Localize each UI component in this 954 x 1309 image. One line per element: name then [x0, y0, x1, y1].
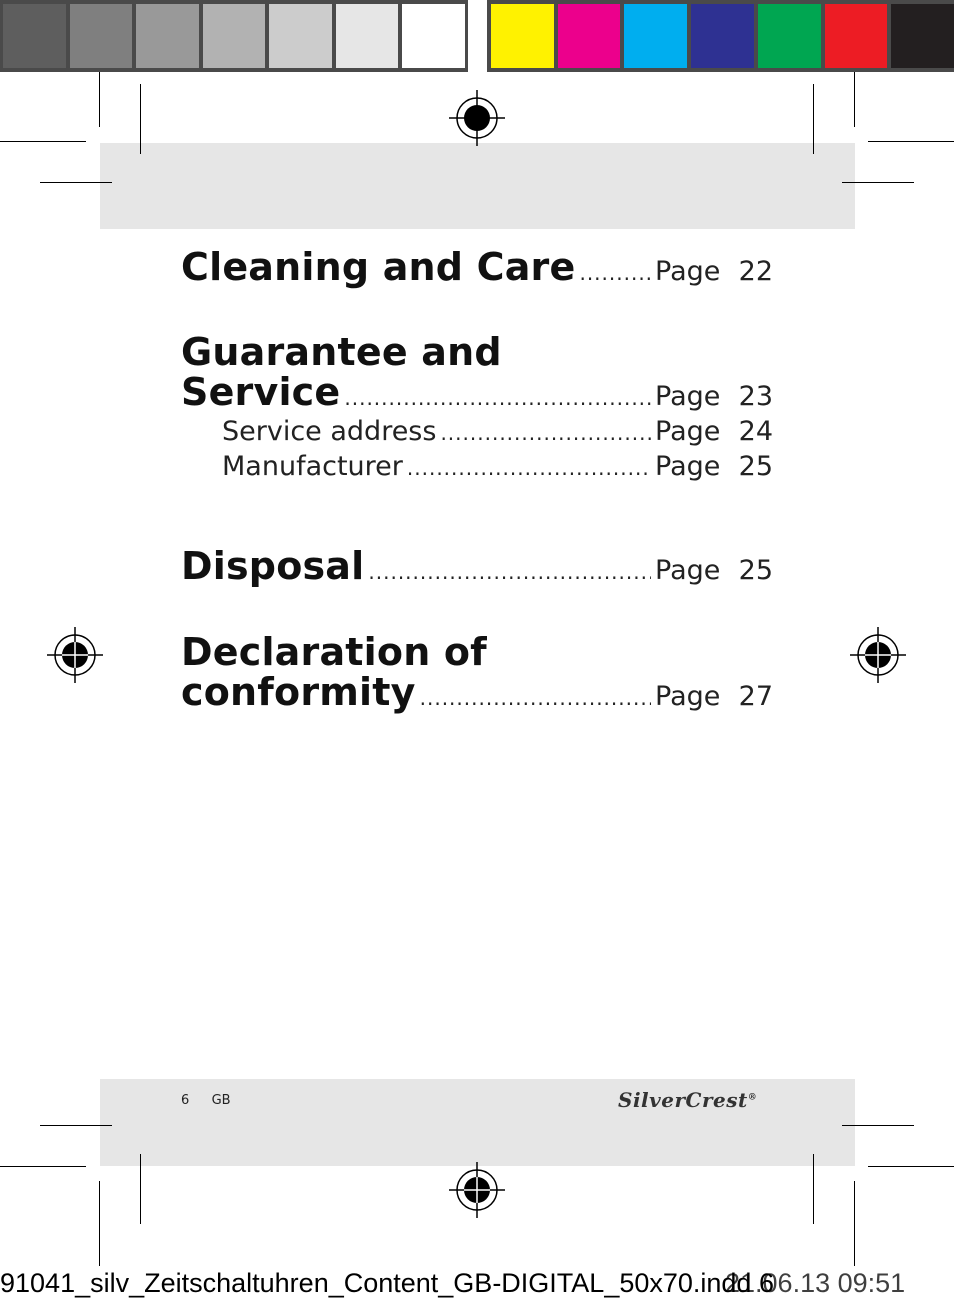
brand-logo [618, 1088, 757, 1112]
page-label: Page [655, 555, 721, 586]
page-number: 22 [738, 256, 773, 287]
crop-mark [0, 141, 86, 142]
page-label: Page [655, 451, 721, 482]
crop-mark [40, 182, 112, 183]
toc-entry-disposal[interactable] [181, 544, 773, 630]
registration-mark-icon [449, 90, 505, 146]
toc-heading: Cleaning and Care [181, 245, 576, 289]
registration-mark-icon [449, 1162, 505, 1218]
color-swatch [691, 4, 754, 68]
crop-mark [842, 1125, 914, 1126]
page-label: Page [655, 381, 721, 412]
page-number: 27 [738, 681, 773, 712]
header-band [100, 143, 855, 229]
crop-mark [854, 1181, 855, 1266]
toc-entry-cleaning[interactable] [181, 245, 773, 330]
dot-leader [579, 261, 651, 285]
crop-mark [813, 1154, 814, 1224]
dot-leader [440, 421, 651, 445]
toc-subentry-manufacturer[interactable] [181, 451, 773, 482]
registration-mark-icon [47, 627, 103, 683]
page-number: 24 [738, 416, 773, 447]
color-swatch [758, 4, 821, 68]
color-swatch [624, 4, 687, 68]
toc-heading: Disposal [181, 544, 365, 588]
folio-language: GB [211, 1093, 231, 1108]
toc-heading: Service [181, 370, 341, 414]
gray-swatch [203, 4, 266, 68]
crop-mark [854, 72, 855, 127]
toc-entry-declaration[interactable] [181, 630, 773, 714]
gray-swatch [402, 4, 465, 68]
toc-subheading: Service address [222, 416, 437, 447]
crop-mark [99, 1181, 100, 1266]
crop-mark [813, 84, 814, 154]
crop-mark [868, 1166, 954, 1167]
page-number: 25 [738, 451, 773, 482]
folio-page-number: 6 [181, 1093, 190, 1108]
dot-leader [420, 686, 651, 710]
brand-name: SilverCrest [618, 1088, 748, 1112]
gray-swatch [70, 4, 133, 68]
registered-mark: ® [747, 1092, 758, 1103]
process-color-bar [487, 0, 954, 72]
toc-subentry-service-address[interactable] [181, 416, 773, 447]
crop-mark [842, 182, 914, 183]
registration-mark-icon [850, 627, 906, 683]
dot-leader [344, 386, 651, 410]
page-number: 23 [738, 381, 773, 412]
print-slug [0, 1268, 954, 1299]
crop-mark [40, 1125, 112, 1126]
color-swatch [558, 4, 621, 68]
toc-entry-guarantee[interactable] [181, 330, 773, 544]
page-label: Page [655, 256, 721, 287]
color-swatch [825, 4, 888, 68]
crop-mark [99, 72, 100, 127]
toc-heading: Declaration of [181, 630, 487, 674]
crop-mark [140, 1154, 141, 1224]
dot-leader [368, 560, 651, 584]
crop-mark [0, 1166, 86, 1167]
page-label: Page [655, 416, 721, 447]
page-number: 25 [738, 555, 773, 586]
crop-mark [140, 84, 141, 154]
gray-swatch [269, 4, 332, 68]
gray-swatch [336, 4, 399, 68]
color-swatch [891, 4, 954, 68]
toc-subheading: Manufacturer [222, 451, 403, 482]
page-folio [181, 1093, 231, 1108]
gray-swatch [136, 4, 199, 68]
gray-swatch [3, 4, 66, 68]
slug-timestamp: 21.06.13 09:51 [725, 1268, 906, 1298]
toc-heading: Guarantee and [181, 330, 502, 374]
page-label: Page [655, 681, 721, 712]
toc-heading: conformity [181, 670, 416, 714]
color-swatch [491, 4, 554, 68]
crop-mark [868, 141, 954, 142]
dot-leader [407, 456, 651, 480]
table-of-contents [181, 245, 773, 714]
grayscale-bar [0, 0, 468, 72]
slug-filename: 91041_silv_Zeitschaltuhren_Content_GB-DIGITAL_50x70.indd 6 [0, 1268, 774, 1298]
